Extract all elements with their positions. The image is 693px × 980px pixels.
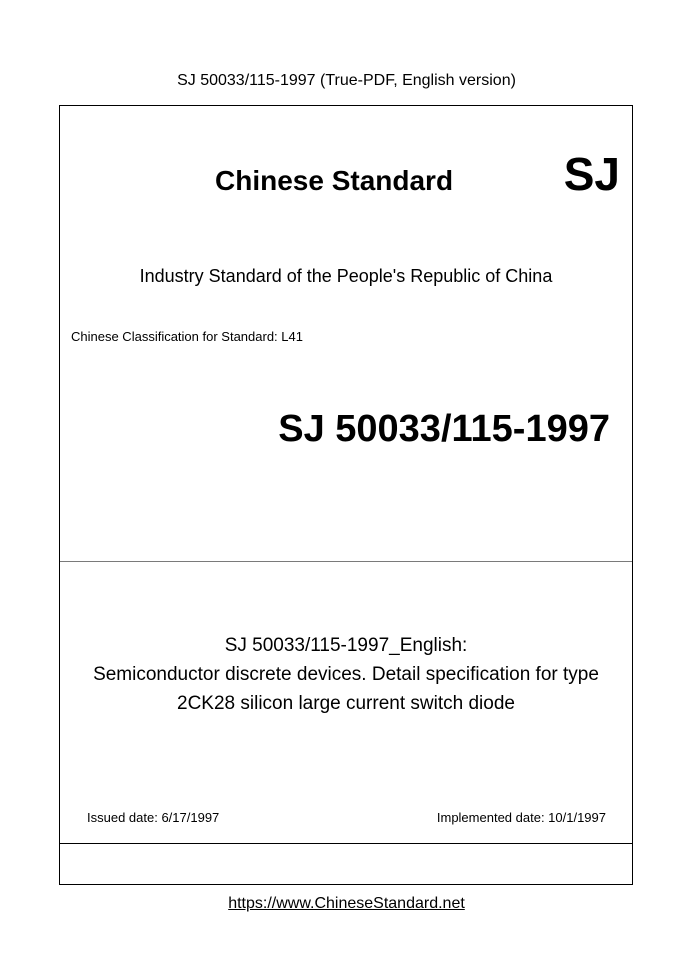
issued-date: Issued date: 6/17/1997 [87, 810, 220, 825]
description-line-1: SJ 50033/115-1997_English: [224, 635, 468, 656]
standard-number: SJ 50033/115-1997 [278, 408, 610, 450]
page-header: SJ 50033/115-1997 (True-PDF, English version) [177, 72, 516, 89]
classification-label: Chinese Classification for Standard: L41 [71, 329, 303, 344]
cover-frame [59, 105, 633, 885]
description-line-2: Semiconductor discrete devices. Detail specification for type [93, 664, 599, 685]
footer-divider [60, 843, 632, 844]
standard-description [60, 631, 632, 718]
description-line-3: 2CK28 silicon large current switch diode [177, 693, 515, 714]
footer [0, 893, 693, 915]
standard-mark: SJ [563, 148, 620, 200]
industry-subtitle: Industry Standard of the People's Republic of China [139, 266, 553, 286]
website-link[interactable]: https://www.ChineseStandard.net [228, 895, 465, 912]
cover-title: Chinese Standard [215, 165, 454, 196]
section-divider [60, 561, 632, 562]
implemented-date: Implemented date: 10/1/1997 [436, 810, 606, 825]
